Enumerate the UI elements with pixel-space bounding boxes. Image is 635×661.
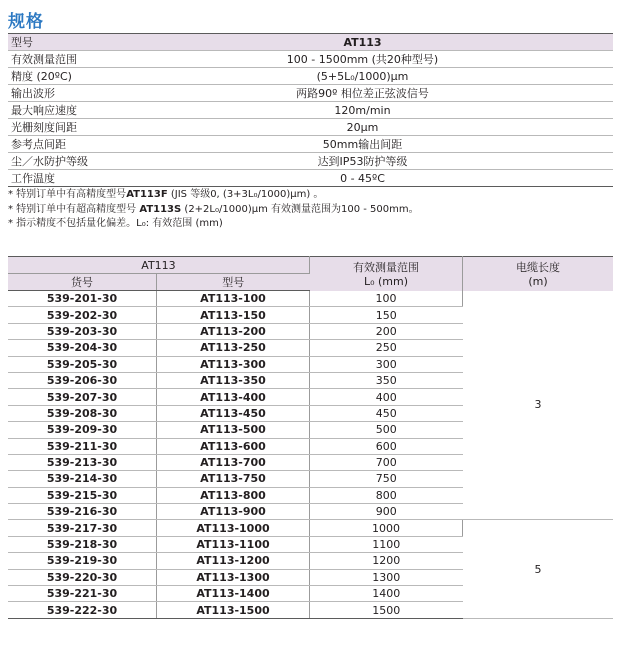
- note-post: (2+2L₀/1000)µm 有效测量范围为100 - 500mm。: [181, 203, 419, 215]
- cell-range: 200: [310, 323, 463, 339]
- cell-range: 1400: [310, 586, 463, 602]
- cell-model: AT113-1400: [157, 586, 310, 602]
- cell-range: 100: [310, 291, 463, 307]
- note-line: [8, 203, 419, 218]
- spec-header-row: [8, 34, 613, 51]
- cell-code: 539-216-30: [8, 504, 157, 520]
- spec-row: [8, 136, 613, 153]
- cell-range: 450: [310, 405, 463, 421]
- note-line: [8, 217, 419, 232]
- spec-label: 有效测量范围: [8, 51, 112, 68]
- cell-code: 539-203-30: [8, 323, 157, 339]
- cell-range: 300: [310, 356, 463, 372]
- cell-code: 539-205-30: [8, 356, 157, 372]
- cell-model: AT113-350: [157, 372, 310, 388]
- cell-range: 350: [310, 372, 463, 388]
- cable-header: [463, 257, 614, 291]
- spec-label: 精度 (20ºC): [8, 68, 112, 85]
- range-header-unit: L₀ (mm): [363, 275, 409, 289]
- spec-value: 100 - 1500mm (共20种型号): [112, 51, 613, 68]
- cell-range: 150: [310, 307, 463, 323]
- spec-row: [8, 170, 613, 187]
- note-pre: * 指示精度不包括量化偏差。L₀: 有效范围 (mm): [8, 218, 223, 229]
- cell-model: AT113-100: [157, 291, 310, 307]
- spec-value: 两路90º 相位差正弦波信号: [112, 85, 613, 102]
- notes: [8, 188, 419, 232]
- cell-range: 700: [310, 454, 463, 470]
- cell-model: AT113-900: [157, 504, 310, 520]
- cell-code: 539-207-30: [8, 389, 157, 405]
- cell-range: 800: [310, 487, 463, 503]
- note-pre: * 特别订单中有超高精度型号: [8, 203, 140, 215]
- note-post: (JIS 等级0, (3+3L₀/1000)µm) 。: [167, 189, 324, 200]
- cell-range: 500: [310, 422, 463, 438]
- cell-model: AT113-800: [157, 487, 310, 503]
- cell-model: AT113-400: [157, 389, 310, 405]
- cell-code: 539-211-30: [8, 438, 157, 454]
- cell-code: 539-220-30: [8, 569, 157, 585]
- cell-model: AT113-250: [157, 340, 310, 356]
- spec-value: (5+5L₀/1000)µm: [112, 68, 613, 85]
- range-header-label: 有效测量范围: [353, 261, 419, 275]
- cell-code: 539-208-30: [8, 405, 157, 421]
- cell-model: AT113-1500: [157, 602, 310, 618]
- note-line: [8, 188, 419, 203]
- cell-model: AT113-1000: [157, 520, 310, 536]
- group-header: AT113: [8, 257, 310, 274]
- spec-row: [8, 102, 613, 119]
- spec-value: 0 - 45ºC: [112, 170, 613, 187]
- cell-model: AT113-600: [157, 438, 310, 454]
- spec-value: 20µm: [112, 119, 613, 136]
- model-header: 型号: [157, 274, 310, 291]
- spec-row: [8, 51, 613, 68]
- spec-label: 光栅刻度间距: [8, 119, 112, 136]
- model-table: [8, 256, 613, 619]
- spec-value: 120m/min: [112, 102, 613, 119]
- table-row: [8, 291, 613, 307]
- cell-model: AT113-700: [157, 454, 310, 470]
- cell-code: 539-213-30: [8, 454, 157, 470]
- cell-range: 1200: [310, 553, 463, 569]
- cell-range: 250: [310, 340, 463, 356]
- cell-code: 539-218-30: [8, 536, 157, 552]
- cell-range: 1300: [310, 569, 463, 585]
- cell-code: 539-214-30: [8, 471, 157, 487]
- spec-label: 最大响应速度: [8, 102, 112, 119]
- cable-header-label: 电缆长度: [516, 261, 560, 275]
- spec-label: 参考点间距: [8, 136, 112, 153]
- spec-row: [8, 68, 613, 85]
- range-header: [310, 257, 463, 291]
- note-bold: AT113F: [126, 189, 168, 200]
- spec-value: 50mm输出间距: [112, 136, 613, 153]
- note-pre: * 特别订单中有高精度型号: [8, 189, 127, 200]
- spec-table: [8, 33, 613, 187]
- cell-model: AT113-150: [157, 307, 310, 323]
- cell-code: 539-221-30: [8, 586, 157, 602]
- spec-row: [8, 119, 613, 136]
- model-header-row: [8, 257, 613, 274]
- spec-header-value: AT113: [112, 34, 613, 51]
- cell-code: 539-201-30: [8, 291, 157, 307]
- cell-code: 539-222-30: [8, 602, 157, 618]
- cell-code: 539-206-30: [8, 372, 157, 388]
- cell-code: 539-204-30: [8, 340, 157, 356]
- cell-range: 400: [310, 389, 463, 405]
- cell-model: AT113-750: [157, 471, 310, 487]
- code-header: 货号: [8, 274, 157, 291]
- cell-code: 539-202-30: [8, 307, 157, 323]
- spec-label: 工作温度: [8, 170, 112, 187]
- table-row: [8, 520, 613, 536]
- spec-label: 尘／水防护等级: [8, 153, 112, 170]
- note-bold: AT113S: [139, 203, 182, 215]
- cell-cable: 5: [463, 520, 614, 618]
- cell-model: AT113-500: [157, 422, 310, 438]
- spec-value: 达到IP53防护等级: [112, 153, 613, 170]
- cell-model: AT113-1300: [157, 569, 310, 585]
- cell-model: AT113-1200: [157, 553, 310, 569]
- cell-model: AT113-1100: [157, 536, 310, 552]
- spec-row: [8, 153, 613, 170]
- cell-model: AT113-450: [157, 405, 310, 421]
- cell-range: 1500: [310, 602, 463, 618]
- cell-cable: 3: [463, 291, 614, 520]
- cell-range: 750: [310, 471, 463, 487]
- cell-code: 539-209-30: [8, 422, 157, 438]
- cell-range: 1000: [310, 520, 463, 536]
- cell-code: 539-219-30: [8, 553, 157, 569]
- cell-range: 600: [310, 438, 463, 454]
- cell-range: 1100: [310, 536, 463, 552]
- spec-row: [8, 85, 613, 102]
- page-title: 规格: [8, 12, 44, 32]
- cell-code: 539-215-30: [8, 487, 157, 503]
- spec-label: 输出波形: [8, 85, 112, 102]
- spec-header-label: 型号: [8, 34, 112, 51]
- cell-model: AT113-200: [157, 323, 310, 339]
- cell-model: AT113-300: [157, 356, 310, 372]
- cell-range: 900: [310, 504, 463, 520]
- cell-code: 539-217-30: [8, 520, 157, 536]
- cable-header-unit: (m): [528, 275, 548, 289]
